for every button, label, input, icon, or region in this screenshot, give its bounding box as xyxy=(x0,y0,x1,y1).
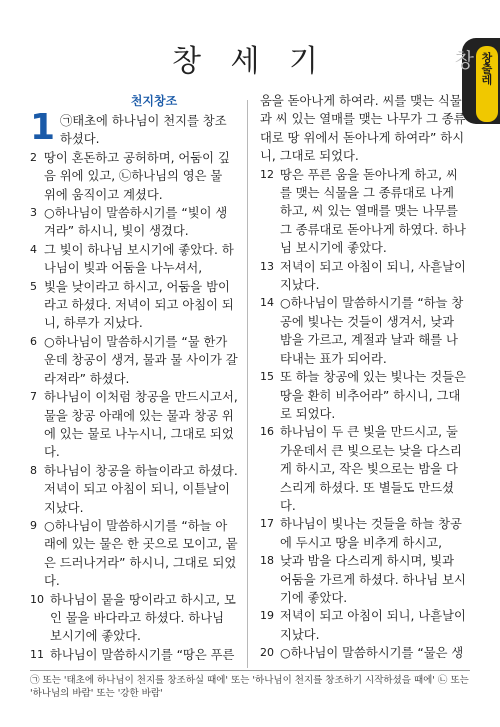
verse-number: 13 xyxy=(260,259,274,273)
verse-text: 저녁이 되고 아침이 되니, 사흗날이 지났다. xyxy=(280,259,466,293)
verse-number: 10 xyxy=(30,592,44,606)
verse-10 xyxy=(30,591,238,646)
verse-2 xyxy=(30,149,238,204)
footnote-rule xyxy=(30,670,470,671)
verse-text: ○하나님이 말씀하시기를 “하늘 창공에 빛나는 것들이 생겨서, 낮과 밤을 가르고, 계절과 날과 해를 나타내는 표가 되어라. xyxy=(280,296,464,366)
thumb-tab-chapter: 창 xyxy=(454,48,474,72)
verse-12 xyxy=(260,166,468,258)
verse-number: 9 xyxy=(30,518,37,532)
verse-number: 20 xyxy=(260,646,274,660)
verse-number: 17 xyxy=(260,517,274,531)
verse-text: 그 빛이 하나님 보시기에 좋았다. 하나님이 빛과 어둠을 나누셔서, xyxy=(44,242,234,276)
verse-text: 하나님이 이처럼 창공을 만드시고서, 물을 창공 아래에 있는 물과 창공 위에 있는 물로 나누시니, 그대로 되었다. xyxy=(44,390,238,460)
verse-text: ○하나님이 말씀하시기를 “하늘 아래에 있는 물은 한 곳으로 모이고, 뭍은 드러나거라” 하시니, 그대로 되었다. xyxy=(44,518,238,589)
left-column xyxy=(30,92,238,664)
verse-text: ○하나님이 말씀하시기를 “빛이 생겨라” 하시니, 빛이 생겼다. xyxy=(44,206,228,239)
verse-number: 7 xyxy=(30,390,37,404)
verse-text: 빛을 낮이라고 하시고, 어둠을 밤이라고 하셨다. 저녁이 되고 아침이 되니, 하루가 지났다. xyxy=(44,279,234,331)
verse-text: 저녁이 되고 아침이 되니, 나흗날이 지났다. xyxy=(280,609,466,642)
verse-8 xyxy=(30,462,238,517)
column-divider xyxy=(247,100,248,668)
verse-15 xyxy=(260,368,468,423)
verse-text: ㉠태초에 하나님이 천지를 창조하셨다. xyxy=(60,114,227,147)
verse-text: 하나님이 창공을 하늘이라고 하셨다. 저녁이 되고 아침이 되니, 이튿날이 지났다. xyxy=(44,463,238,515)
footnote: ㉠ 또는 '태초에 하나님이 천지를 창조하실 때에' 또는 '하나님이 천지를 창조하기 시작하셨을 때에' ㉡ 또는 '하나님의 바람' 또는 '강한 바람' xyxy=(30,675,469,699)
verse-text: 낮과 밤을 다스리게 하시며, 빛과 어둠을 가르게 하셨다. 하나님 보시기에 좋았다. xyxy=(280,554,466,605)
verse-number: 6 xyxy=(30,334,37,348)
verse-13 xyxy=(260,258,468,295)
verse-number: 19 xyxy=(260,609,274,623)
verse-17 xyxy=(260,515,468,552)
verse-7 xyxy=(30,388,238,462)
verse-text: 하나님이 빛나는 것들을 하늘 창공에 두시고 땅을 비추게 하시고, xyxy=(280,517,462,550)
verse-11 xyxy=(30,646,238,664)
verse-text: 땅은 푸른 움을 돋아나게 하고, 씨를 맺는 식물을 그 종류대로 나게 하고, 씨 있는 열매를 맺는 나무를 그 종류대로 돋아나게 하였다. 하나님 보시기에 좋았다. xyxy=(280,167,466,256)
page-title: 창 세 기 xyxy=(171,44,328,79)
chapter-number: 1 xyxy=(30,107,56,148)
verse-16 xyxy=(260,423,468,515)
thumb-tab-label: 창출레 xyxy=(480,52,493,85)
verse-text: 하나님이 뭍을 땅이라고 하시고, 모인 물을 바다라고 하셨다. 하나님 보시기에 좋았다. xyxy=(50,592,236,644)
verse-text: ○하나님이 말씀하시기를 “물 한가운데 창공이 생겨, 물과 물 사이가 갈라져라” 하셨다. xyxy=(44,334,238,386)
verse-number: 18 xyxy=(260,554,274,568)
verse-5 xyxy=(30,278,238,333)
verse-1 xyxy=(30,107,238,149)
right-column xyxy=(260,92,468,663)
verse-number: 2 xyxy=(30,150,37,164)
verse-number: 4 xyxy=(30,242,37,256)
verse-9 xyxy=(30,517,238,591)
verse-number: 5 xyxy=(30,279,37,293)
verse-11-continuation: 움을 돋아나게 하여라. 씨를 맺는 식물과 씨 있는 열매를 맺는 나무가 그 종류대로 땅 위에서 돋아나게 하여라” 하시니, 그대로 되었다. xyxy=(260,94,466,164)
verse-4 xyxy=(30,241,238,278)
verse-text: 하나님이 말씀하시기를 “땅은 푸른 xyxy=(50,647,235,662)
verse-number: 3 xyxy=(30,206,37,220)
verse-6 xyxy=(30,333,238,388)
verse-number: 16 xyxy=(260,425,274,439)
verse-20 xyxy=(260,644,468,662)
verse-3 xyxy=(30,204,238,241)
verse-18 xyxy=(260,552,468,607)
section-heading: 천지창조 xyxy=(130,94,178,108)
verse-14 xyxy=(260,294,468,368)
verse-text: 하나님이 두 큰 빛을 만드시고, 둘 가운데서 큰 빛으로는 낮을 다스리게 하시고, 작은 빛으로는 밤을 다스리게 하셨다. 또 별들도 만드셨다. xyxy=(280,425,462,513)
verse-text: 땅이 혼돈하고 공허하며, 어둠이 깊음 위에 있고, ㉡하나님의 영은 물 위에 움직이고 계셨다. xyxy=(44,150,230,202)
verse-number: 14 xyxy=(260,296,274,310)
verse-text: ○하나님이 말씀하시기를 “물은 생 xyxy=(280,646,464,661)
verse-number: 11 xyxy=(30,647,44,661)
verse-number: 8 xyxy=(30,463,37,477)
verse-number: 15 xyxy=(260,370,274,384)
verse-19 xyxy=(260,607,468,644)
verse-text: 또 하늘 창공에 있는 빛나는 것들은 땅을 환히 비추어라” 하시니, 그대로 되었다. xyxy=(280,370,466,421)
verse-number: 12 xyxy=(260,167,274,181)
